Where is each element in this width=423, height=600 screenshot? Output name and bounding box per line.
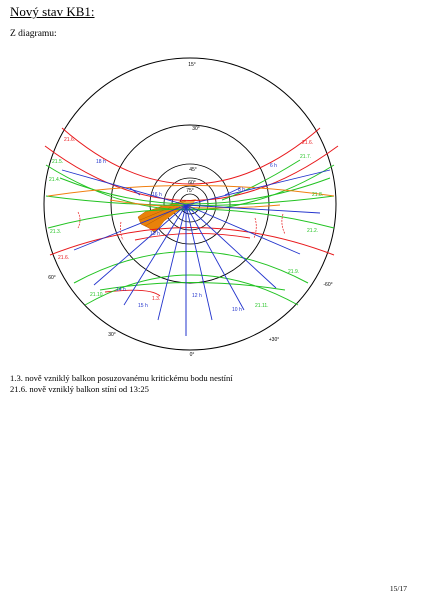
date-label: 21.6. — [58, 255, 70, 261]
date-label: 21.9. — [288, 269, 300, 275]
altitude-label: 60° — [188, 180, 196, 186]
date-label: 21.3. — [50, 229, 62, 235]
date-label: 21.4. — [49, 177, 61, 183]
page-title: Nový stav KB1: — [10, 4, 95, 19]
date-label: 21.7. — [300, 154, 312, 160]
date-label: 1.3. — [152, 296, 161, 302]
date-label: 21.11. — [255, 303, 269, 309]
altitude-label: 30° — [192, 126, 200, 132]
hour-label: 12 h — [192, 293, 202, 299]
date-label: 21.6. — [64, 137, 76, 143]
hour-label: 18 h — [96, 159, 106, 165]
hour-label: 14 h — [116, 287, 126, 293]
sun-path-21-6b — [62, 128, 320, 184]
hour-label: 10 h — [232, 307, 242, 313]
altitude-label: 45° — [189, 167, 197, 173]
hour-label: 13 h — [150, 231, 160, 237]
page-number: 15/17 — [389, 584, 407, 593]
date-label: 21.2. — [307, 228, 319, 234]
altitude-label: 75° — [186, 188, 194, 194]
sun-path-21-10 — [100, 283, 285, 291]
date-label: 21.5. — [52, 159, 64, 165]
azimuth-label-south: 0° — [189, 352, 195, 358]
date-label: 21.10. — [90, 292, 104, 298]
date-label: 21.8. — [312, 192, 324, 198]
section-subtitle: Z diagramu: — [10, 29, 57, 39]
note-march: 1.3. nově vzniklý balkon posuzovanému kritickému bodu nestíní — [10, 373, 233, 383]
note-june: 21.6. nově vzniklý balkon stíní od 13:25 — [10, 384, 149, 394]
azimuth-label-sw: 30° — [108, 332, 116, 338]
hour-label: 8 h — [238, 187, 245, 193]
altitude-label: 15° — [188, 62, 196, 68]
hour-label: 15 h — [138, 303, 148, 309]
azimuth-label-east: -60° — [323, 282, 333, 288]
azimuth-label-west: 60° — [48, 275, 56, 281]
azimuth-label-se: +30° — [268, 337, 280, 343]
sun-path-21-2 — [74, 252, 308, 284]
hour-line-8 — [74, 205, 186, 250]
date-label: 21.6. — [302, 140, 314, 146]
hour-label: 16 h — [152, 192, 162, 198]
hour-label: 6 h — [270, 163, 277, 169]
